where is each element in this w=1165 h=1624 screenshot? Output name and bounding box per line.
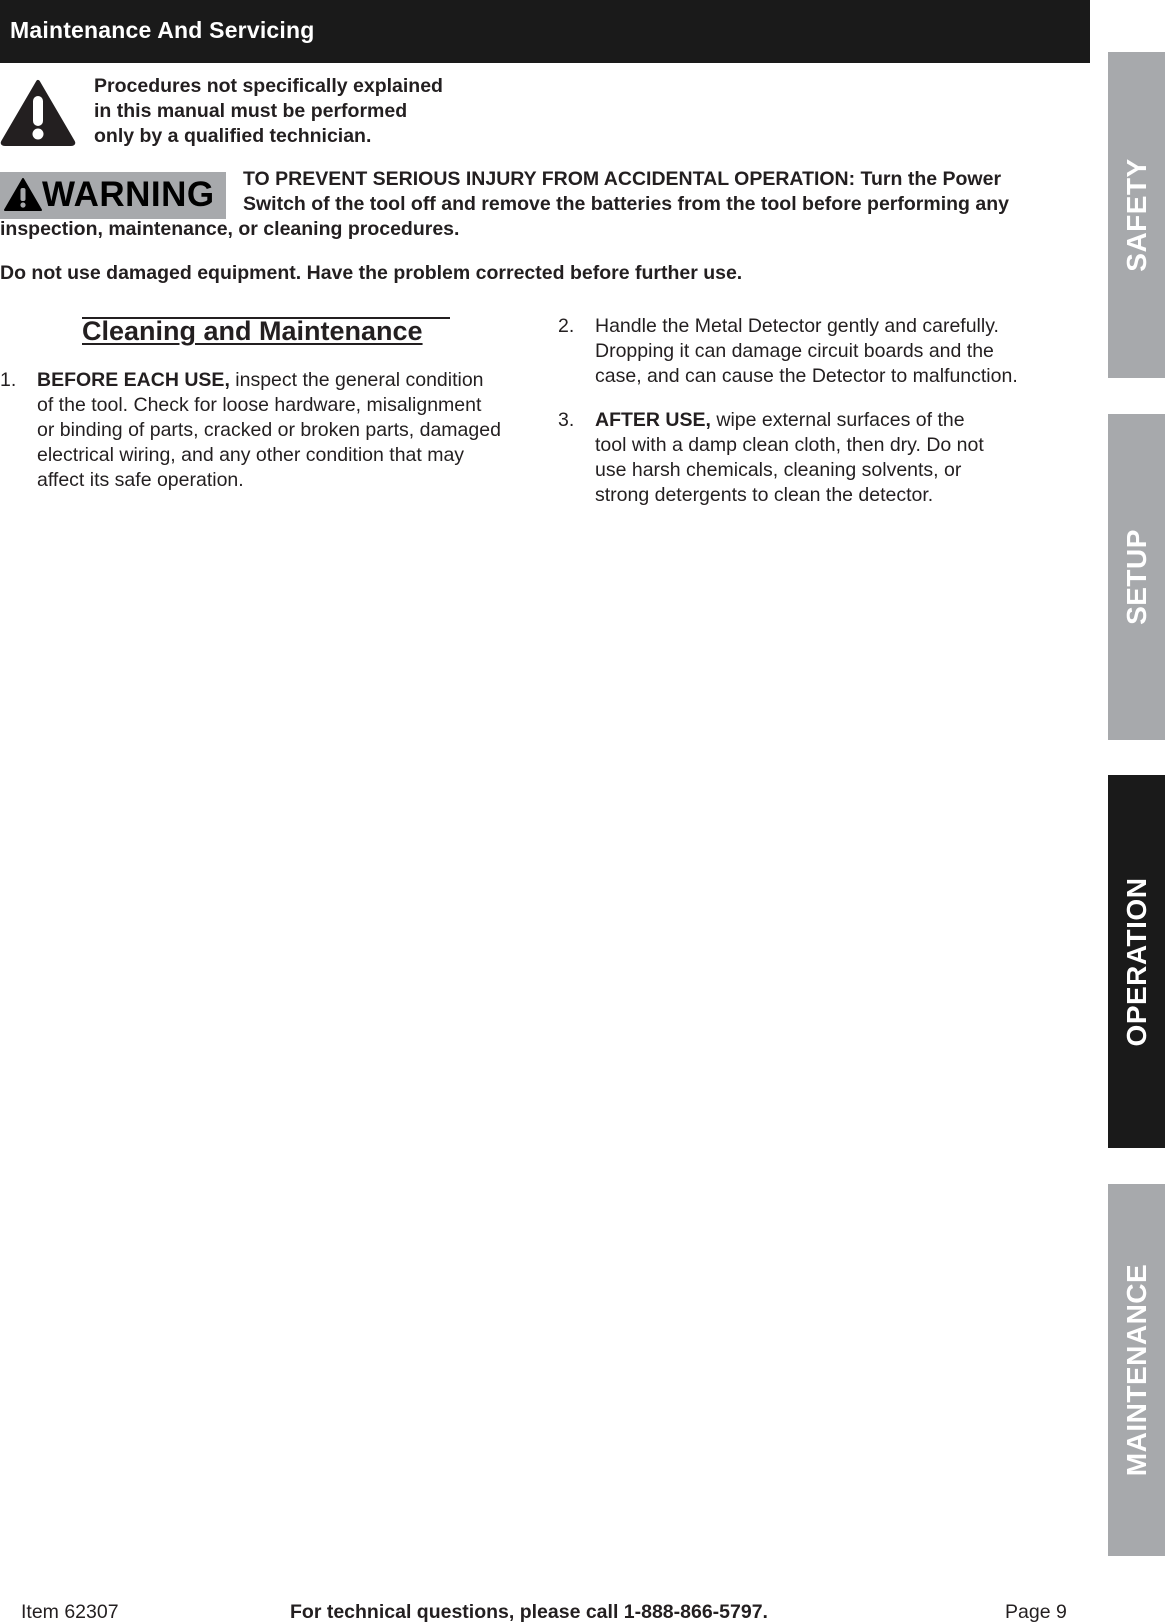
item-text: strong detergents to clean the detector. <box>595 484 934 506</box>
tab-label: MAINTENANCE <box>1120 1263 1152 1477</box>
item-text: of the tool. Check for loose hardware, misalignment <box>37 394 482 416</box>
item-number: 1. <box>0 369 17 391</box>
warning-line: inspection, maintenance, or cleaning procedures. <box>0 218 460 240</box>
footer-item-number: Item 62307 <box>21 1601 119 1623</box>
item-text: electrical wiring, and any other condition that may <box>37 444 465 466</box>
item-text: use harsh chemicals, cleaning solvents, or <box>595 459 962 481</box>
item-text: case, and can cause the Detector to malfunction. <box>595 365 1018 387</box>
warning-label: WARNING <box>42 175 215 214</box>
tab-label: SAFETY <box>1120 158 1152 272</box>
section-header-title: Maintenance And Servicing <box>10 17 315 43</box>
warning-text <box>243 167 1078 217</box>
item-text: Handle the Metal Detector gently and carefully. <box>595 315 999 337</box>
warning-line: Switch of the tool off and remove the batteries from the tool before performing any <box>243 193 1009 215</box>
item-number: 2. <box>558 315 575 337</box>
damaged-equipment-notice: Do not use damaged equipment. Have the problem corrected before further use. <box>0 262 743 284</box>
caution-notice <box>94 74 494 149</box>
warning-line: TO PREVENT SERIOUS INJURY FROM ACCIDENTAL OPERATION: Turn the Power <box>243 168 1002 190</box>
tab-maintenance[interactable] <box>1108 1184 1165 1556</box>
caution-line: only by a qualified technician. <box>94 125 372 147</box>
item-text: affect its safe operation. <box>37 469 244 491</box>
item-lead: AFTER USE, <box>595 409 711 431</box>
warning-badge <box>0 172 226 219</box>
tab-label: SETUP <box>1120 529 1152 625</box>
section-title: Cleaning and Maintenance <box>82 316 423 346</box>
tab-safety[interactable] <box>1108 52 1165 378</box>
item-text: tool with a damp clean cloth, then dry. Do not <box>595 434 984 456</box>
caution-line: Procedures not specifically explained <box>94 75 443 97</box>
item-text: inspect the general condition <box>229 369 484 391</box>
item-text: wipe external surfaces of the <box>710 409 965 431</box>
caution-triangle-icon <box>0 78 76 146</box>
footer-support-line: For technical questions, please call 1-888-866-5797. <box>290 1601 768 1623</box>
footer-page-number: Page 9 <box>1005 1601 1067 1623</box>
item-text: or binding of parts, cracked or broken parts, damaged <box>37 419 501 441</box>
tab-setup[interactable] <box>1108 414 1165 740</box>
caution-line: in this manual must be performed <box>94 100 408 122</box>
section-header-bar <box>0 0 1090 63</box>
item-lead: BEFORE EACH USE, <box>37 369 230 391</box>
item-number: 3. <box>558 409 575 431</box>
tab-operation[interactable] <box>1108 775 1165 1148</box>
alert-triangle-icon <box>3 177 43 213</box>
tab-label: OPERATION <box>1120 877 1152 1046</box>
item-text: Dropping it can damage circuit boards and the <box>595 340 994 362</box>
